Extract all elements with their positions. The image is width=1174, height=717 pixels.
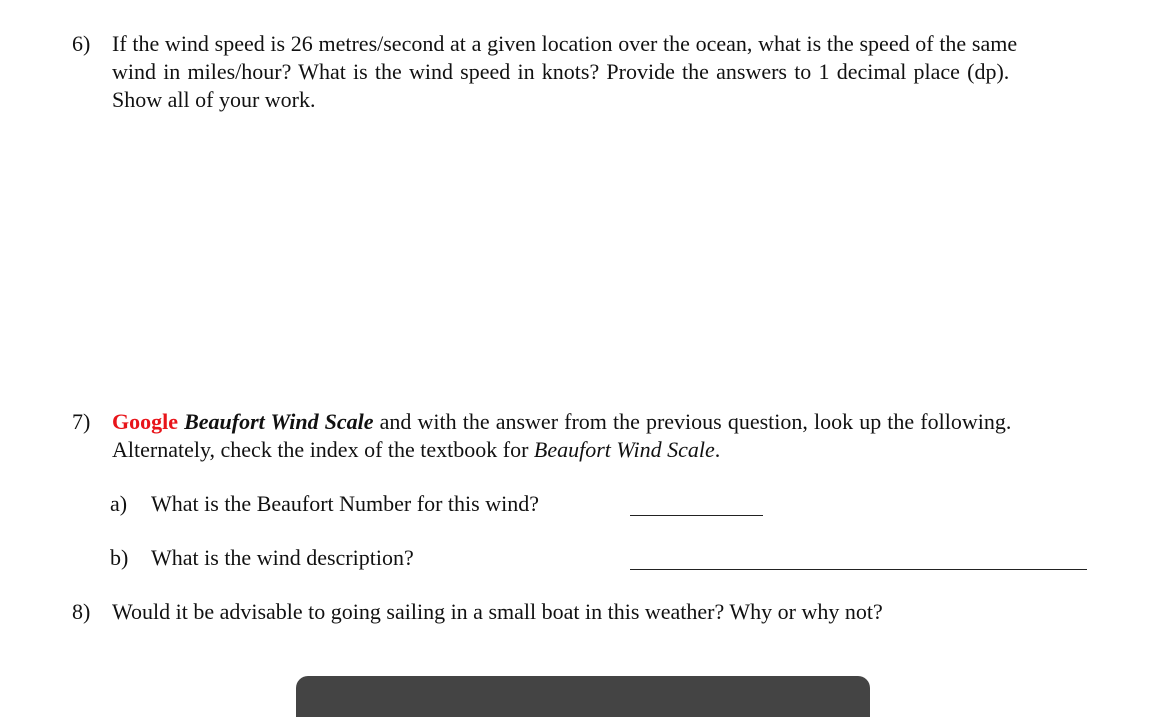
question-6-line-1: If the wind speed is 26 metres/second at a given location over the ocean, what is the speed of the same bbox=[112, 31, 1018, 56]
question-7-line-2-prefix: Alternately, check the index of the textbook for bbox=[112, 437, 534, 462]
question-6-number: 6) bbox=[72, 31, 91, 56]
question-7-line-1-rest: and with the answer from the previous question, look up the following. bbox=[373, 409, 1012, 434]
question-6-line-3: Show all of your work. bbox=[112, 87, 316, 112]
question-8-number: 8) bbox=[72, 599, 91, 624]
beaufort-wind-scale-italic: Beaufort Wind Scale bbox=[533, 437, 715, 462]
question-7-line-2 bbox=[112, 436, 1112, 464]
beaufort-wind-scale-emphasis: Beaufort Wind Scale bbox=[184, 409, 374, 434]
question-7b-text: What is the wind description? bbox=[151, 545, 414, 570]
question-7a bbox=[110, 490, 1090, 520]
question-6-line-2: wind in miles/hour? What is the wind speed in knots? Provide the answers to 1 decimal place (dp). bbox=[112, 59, 1010, 84]
question-6-text bbox=[112, 30, 1112, 114]
question-7-text bbox=[112, 408, 1112, 464]
question-7a-text: What is the Beaufort Number for this wind? bbox=[151, 491, 539, 516]
question-7-line-2-suffix: . bbox=[714, 437, 721, 462]
question-8-line: Would it be advisable to going sailing in a small boat in this weather? Why or why not? bbox=[112, 599, 883, 624]
answer-blank-7a[interactable] bbox=[630, 515, 763, 516]
question-8-text bbox=[112, 598, 1112, 626]
bottom-overlay-panel bbox=[296, 676, 870, 717]
answer-blank-7b[interactable] bbox=[630, 569, 1087, 570]
question-6 bbox=[72, 30, 1112, 120]
question-8 bbox=[72, 598, 1112, 628]
google-keyword: Google bbox=[112, 409, 178, 434]
question-7a-label: a) bbox=[110, 491, 128, 516]
question-7-number: 7) bbox=[72, 409, 91, 434]
question-7 bbox=[72, 408, 1112, 468]
question-7-line-1 bbox=[112, 408, 1112, 436]
question-7b-label: b) bbox=[110, 545, 129, 570]
